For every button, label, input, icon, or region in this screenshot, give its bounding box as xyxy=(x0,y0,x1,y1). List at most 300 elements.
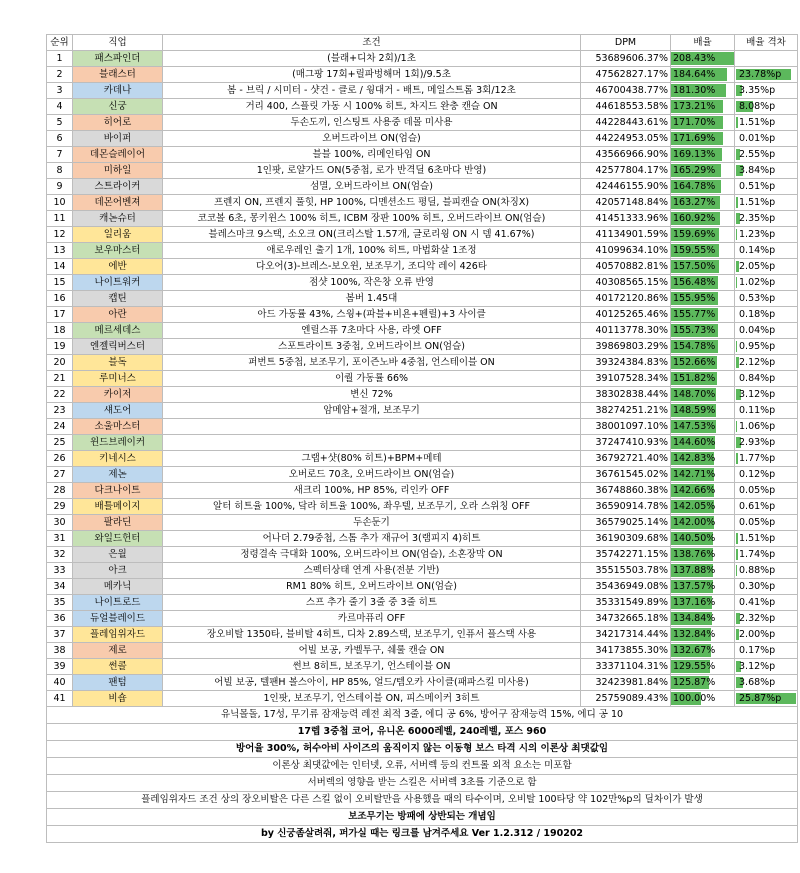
ratio-gap-cell xyxy=(735,531,798,547)
condition-cell: 오버드라이브 ON(엄슬) xyxy=(163,131,581,147)
header-ratio-gap: 배율 격차 xyxy=(735,35,798,51)
condition-cell: 점샷 100%, 작은창 오류 반영 xyxy=(163,275,581,291)
ratio-cell xyxy=(671,163,735,179)
ratio-gap-cell xyxy=(735,547,798,563)
ratio-gap-cell xyxy=(735,675,798,691)
note-text: 방어율 300%, 허수아비 사이즈의 움직이지 않는 이동형 보스 타격 시의 이론상 최댓값임 xyxy=(47,741,798,758)
condition-cell: 코코볼 6초, 몽키윈스 100% 히트, ICBM 장판 100% 히트, 오버드라이브 ON(엄슬) xyxy=(163,211,581,227)
ratio-value: 137.16% xyxy=(673,597,716,608)
ratio-gap-value: 2.55%p xyxy=(739,149,776,160)
condition-cell: 이퀄 가동률 66% xyxy=(163,371,581,387)
ratio-value: 137.57% xyxy=(673,581,716,592)
rank-cell: 26 xyxy=(47,451,73,467)
note-text: by 신궁좀살려줘, 퍼가실 때는 링크를 남겨주세요 Ver 1.2.312 / 190202 xyxy=(47,826,798,843)
rank-cell: 33 xyxy=(47,563,73,579)
note-text: 서버렉의 영향을 받는 스킬은 서버렉 3초를 기준으로 함 xyxy=(47,775,798,792)
rank-cell: 5 xyxy=(47,115,73,131)
ratio-gap-cell xyxy=(735,67,798,83)
job-cell: 바이퍼 xyxy=(73,131,163,147)
note-row xyxy=(47,826,798,843)
table-row xyxy=(47,451,798,467)
header-condition: 조건 xyxy=(163,35,581,51)
ratio-gap-value: 2.12%p xyxy=(739,357,776,368)
ratio-gap-cell xyxy=(735,307,798,323)
ratio-cell xyxy=(671,243,735,259)
table-row xyxy=(47,515,798,531)
job-cell: 블독 xyxy=(73,355,163,371)
ratio-value: 171.70% xyxy=(673,117,716,128)
ratio-cell xyxy=(671,147,735,163)
rank-cell: 24 xyxy=(47,419,73,435)
ratio-gap-value: 0.14%p xyxy=(739,245,776,256)
ratio-gap-cell xyxy=(735,163,798,179)
rank-cell: 1 xyxy=(47,51,73,67)
rank-cell: 20 xyxy=(47,355,73,371)
ratio-cell xyxy=(671,595,735,611)
ratio-cell xyxy=(671,195,735,211)
condition-cell: 스프 추가 줄기 3줄 중 3줄 히트 xyxy=(163,595,581,611)
dpm-cell: 35742271.15% xyxy=(581,547,671,563)
header-dpm: DPM xyxy=(581,35,671,51)
ratio-gap-value: 2.35%p xyxy=(739,213,776,224)
dpm-cell: 40125265.46% xyxy=(581,307,671,323)
ratio-gap-cell xyxy=(735,483,798,499)
note-text: 플레임위자드 조건 상의 장오비탈은 다른 스킬 없이 오비탈만을 사용했을 때의 타수이며, 오비탈 100타당 약 102만%p의 딜차이가 발생 xyxy=(47,792,798,809)
header-ratio: 배율 xyxy=(671,35,735,51)
table-row xyxy=(47,531,798,547)
table-row xyxy=(47,419,798,435)
dpm-cell: 39869803.29% xyxy=(581,339,671,355)
condition-cell: 스펙터상태 연계 사용(전분 기반) xyxy=(163,563,581,579)
condition-cell: 새크리 100%, HP 85%, 리인카 OFF xyxy=(163,483,581,499)
job-cell: 윈드브레이커 xyxy=(73,435,163,451)
note-row xyxy=(47,724,798,741)
job-cell: 히어로 xyxy=(73,115,163,131)
ratio-cell xyxy=(671,275,735,291)
ratio-value: 142.71% xyxy=(673,469,716,480)
condition-cell: 스포트라이트 3중첩, 오버드라이브 ON(엄슬) xyxy=(163,339,581,355)
job-cell: 썬콜 xyxy=(73,659,163,675)
condition-cell: 봄버 1.45대 xyxy=(163,291,581,307)
ratio-value: 156.48% xyxy=(673,277,716,288)
dpm-ranking-sheet xyxy=(46,34,786,843)
table-row xyxy=(47,195,798,211)
rank-cell: 21 xyxy=(47,371,73,387)
job-cell: 소울마스터 xyxy=(73,419,163,435)
rank-cell: 28 xyxy=(47,483,73,499)
job-cell: 배틀메이지 xyxy=(73,499,163,515)
ratio-cell xyxy=(671,307,735,323)
ratio-gap-cell xyxy=(735,643,798,659)
job-cell: 루미너스 xyxy=(73,371,163,387)
job-cell: 섀도어 xyxy=(73,403,163,419)
ratio-value: 148.70% xyxy=(673,389,716,400)
condition-cell: 장오비탈 1350타, 블비탈 4히트, 디차 2.89스택, 보조무기, 인퓨서 플스택 사용 xyxy=(163,627,581,643)
dpm-cell: 33371104.31% xyxy=(581,659,671,675)
dpm-cell: 41451333.96% xyxy=(581,211,671,227)
table-row xyxy=(47,387,798,403)
table-row xyxy=(47,675,798,691)
dpm-cell: 35436949.08% xyxy=(581,579,671,595)
rank-cell: 29 xyxy=(47,499,73,515)
dpm-cell: 41099634.10% xyxy=(581,243,671,259)
ratio-gap-cell xyxy=(735,419,798,435)
job-cell: 메르세데스 xyxy=(73,323,163,339)
ratio-cell xyxy=(671,627,735,643)
ratio-gap-value: 1.51%p xyxy=(739,197,776,208)
ratio-gap-value: 0.05%p xyxy=(739,485,776,496)
dpm-cell: 35331549.89% xyxy=(581,595,671,611)
job-cell: 카이저 xyxy=(73,387,163,403)
rank-cell: 19 xyxy=(47,339,73,355)
ratio-value: 184.64% xyxy=(673,69,716,80)
condition-cell xyxy=(163,419,581,435)
ratio-cell xyxy=(671,643,735,659)
ratio-cell xyxy=(671,99,735,115)
table-row xyxy=(47,259,798,275)
job-cell: 듀얼블레이드 xyxy=(73,611,163,627)
table-row xyxy=(47,691,798,707)
table-row xyxy=(47,499,798,515)
dpm-cell: 38274251.21% xyxy=(581,403,671,419)
dpm-cell: 43566966.90% xyxy=(581,147,671,163)
ratio-gap-cell xyxy=(735,179,798,195)
ratio-gap-cell xyxy=(735,355,798,371)
dpm-cell: 41134901.59% xyxy=(581,227,671,243)
ratio-gap-cell xyxy=(735,515,798,531)
ratio-value: 169.13% xyxy=(673,149,716,160)
condition-cell: 1인팟, 로얄가드 ON(5중첩, 로가 반격딜 6초마다 반영) xyxy=(163,163,581,179)
rank-cell: 36 xyxy=(47,611,73,627)
ratio-value: 129.55% xyxy=(673,661,716,672)
ratio-cell xyxy=(671,259,735,275)
dpm-cell: 36190309.68% xyxy=(581,531,671,547)
ratio-gap-cell xyxy=(735,467,798,483)
job-cell: 와일드헌터 xyxy=(73,531,163,547)
ratio-value: 132.84% xyxy=(673,629,716,640)
ratio-cell xyxy=(671,371,735,387)
table-row xyxy=(47,563,798,579)
ratio-value: 142.05% xyxy=(673,501,716,512)
ratio-value: 165.29% xyxy=(673,165,716,176)
rank-cell: 14 xyxy=(47,259,73,275)
rank-cell: 38 xyxy=(47,643,73,659)
ratio-gap-cell xyxy=(735,259,798,275)
ratio-gap-cell xyxy=(735,403,798,419)
ratio-gap-cell xyxy=(735,147,798,163)
condition-cell: 다오어(3)-브레스-보오윈, 보조무기, 조디악 레이 426타 xyxy=(163,259,581,275)
condition-cell: 변신 72% xyxy=(163,387,581,403)
ratio-cell xyxy=(671,131,735,147)
ratio-value: 142.66% xyxy=(673,485,716,496)
ratio-gap-value: 3.68%p xyxy=(739,677,776,688)
table-row xyxy=(47,355,798,371)
ratio-gap-cell xyxy=(735,595,798,611)
table-row xyxy=(47,179,798,195)
ratio-cell xyxy=(671,451,735,467)
condition-cell: 프렌지 ON, 프렌지 풀힛, HP 100%, 디멘션소드 평딜, 블피캔슬 ON(차징X) xyxy=(163,195,581,211)
condition-cell: 그랩+샷(80% 히트)+BPM+메테 xyxy=(163,451,581,467)
note-row xyxy=(47,741,798,758)
rank-cell: 8 xyxy=(47,163,73,179)
ratio-gap-value: 0.41%p xyxy=(739,597,776,608)
ratio-value: 163.27% xyxy=(673,197,716,208)
ratio-cell xyxy=(671,483,735,499)
condition-cell: 어빌 보공, 텔팬H 볼스아이, HP 85%, 얼드/템오카 사이클(패파스킬 미사용) xyxy=(163,675,581,691)
rank-cell: 7 xyxy=(47,147,73,163)
dpm-cell: 42057148.84% xyxy=(581,195,671,211)
rank-cell: 4 xyxy=(47,99,73,115)
ratio-gap-value: 0.18%p xyxy=(739,309,776,320)
job-cell: 데몬어벤져 xyxy=(73,195,163,211)
rank-cell: 16 xyxy=(47,291,73,307)
job-cell: 미하일 xyxy=(73,163,163,179)
dpm-cell: 47562827.17% xyxy=(581,67,671,83)
dpm-cell: 39107528.34% xyxy=(581,371,671,387)
table-row xyxy=(47,307,798,323)
ratio-value: 208.43% xyxy=(673,53,716,64)
job-cell: 신궁 xyxy=(73,99,163,115)
condition-cell: 어빌 보공, 카벨투구, 쉐룰 캔슬 ON xyxy=(163,643,581,659)
ratio-cell xyxy=(671,531,735,547)
dpm-cell: 34173855.30% xyxy=(581,643,671,659)
table-row xyxy=(47,211,798,227)
condition-cell: 봄 - 브릭 / 시미터 - 샷건 - 클로 / 윙대거 - 배트, 메일스트롬 3회/12초 xyxy=(163,83,581,99)
condition-cell: 썬브 8히트, 보조무기, 언스테이블 ON xyxy=(163,659,581,675)
table-row xyxy=(47,611,798,627)
ratio-gap-cell xyxy=(735,499,798,515)
ratio-cell xyxy=(671,659,735,675)
rank-cell: 27 xyxy=(47,467,73,483)
table-row xyxy=(47,483,798,499)
ratio-gap-value: 3.35%p xyxy=(739,85,776,96)
rank-cell: 22 xyxy=(47,387,73,403)
ratio-gap-value: 2.05%p xyxy=(739,261,776,272)
rank-cell: 6 xyxy=(47,131,73,147)
ratio-cell xyxy=(671,435,735,451)
table-row xyxy=(47,275,798,291)
ratio-gap-value: 1.23%p xyxy=(739,229,776,240)
job-cell: 캐논슈터 xyxy=(73,211,163,227)
ratio-gap-cell xyxy=(735,243,798,259)
dpm-cell: 40113778.30% xyxy=(581,323,671,339)
dpm-cell: 40308565.15% xyxy=(581,275,671,291)
ratio-cell xyxy=(671,611,735,627)
table-row xyxy=(47,579,798,595)
ratio-gap-value: 3.12%p xyxy=(739,661,776,672)
ratio-value: 157.50% xyxy=(673,261,716,272)
job-cell: 플레임위자드 xyxy=(73,627,163,643)
job-cell: 블래스터 xyxy=(73,67,163,83)
job-cell: 키네시스 xyxy=(73,451,163,467)
dpm-cell: 34732665.18% xyxy=(581,611,671,627)
dpm-cell: 44224953.05% xyxy=(581,131,671,147)
job-cell: 제논 xyxy=(73,467,163,483)
dpm-cell: 39324384.83% xyxy=(581,355,671,371)
note-row xyxy=(47,809,798,826)
ratio-gap-cell xyxy=(735,451,798,467)
job-cell: 데몬슬레이어 xyxy=(73,147,163,163)
ratio-cell xyxy=(671,355,735,371)
ratio-gap-value: 1.51%p xyxy=(739,533,776,544)
ratio-gap-cell xyxy=(735,563,798,579)
table-row xyxy=(47,595,798,611)
dpm-cell: 40172120.86% xyxy=(581,291,671,307)
ratio-gap-value: 3.12%p xyxy=(739,389,776,400)
ratio-cell xyxy=(671,499,735,515)
ratio-gap-cell xyxy=(735,227,798,243)
rank-cell: 41 xyxy=(47,691,73,707)
note-text: 17렙 3중첩 코어, 유니온 6000레벨, 240레벨, 포스 960 xyxy=(47,724,798,741)
ratio-cell xyxy=(671,179,735,195)
rank-cell: 39 xyxy=(47,659,73,675)
ratio-value: 155.73% xyxy=(673,325,716,336)
ratio-value: 160.92% xyxy=(673,213,716,224)
dpm-cell: 40570882.81% xyxy=(581,259,671,275)
ratio-value: 151.82% xyxy=(673,373,716,384)
ratio-cell xyxy=(671,387,735,403)
ratio-gap-value: 0.84%p xyxy=(739,373,776,384)
ratio-cell xyxy=(671,547,735,563)
ratio-gap-value: 1.02%p xyxy=(739,277,776,288)
ratio-cell xyxy=(671,51,735,67)
job-cell: 스트라이커 xyxy=(73,179,163,195)
ratio-gap-value: 0.05%p xyxy=(739,517,776,528)
dpm-cell: 32423981.84% xyxy=(581,675,671,691)
job-cell: 제로 xyxy=(73,643,163,659)
table-row xyxy=(47,659,798,675)
table-row xyxy=(47,467,798,483)
job-cell: 다크나이트 xyxy=(73,483,163,499)
ratio-value: 125.87% xyxy=(673,677,716,688)
job-cell: 일리움 xyxy=(73,227,163,243)
dpm-cell: 36748860.38% xyxy=(581,483,671,499)
rank-cell: 10 xyxy=(47,195,73,211)
ratio-gap-value: 0.01%p xyxy=(739,133,776,144)
ratio-cell xyxy=(671,515,735,531)
header-job: 직업 xyxy=(73,35,163,51)
job-cell: 나이트워커 xyxy=(73,275,163,291)
ratio-cell xyxy=(671,579,735,595)
table-row xyxy=(47,51,798,67)
job-cell: 팬텀 xyxy=(73,675,163,691)
condition-cell: RM1 80% 히트, 오버드라이브 ON(엄슬) xyxy=(163,579,581,595)
ratio-gap-value: 0.95%p xyxy=(739,341,776,352)
job-cell: 아란 xyxy=(73,307,163,323)
dpm-cell: 44618553.58% xyxy=(581,99,671,115)
ratio-cell xyxy=(671,419,735,435)
ratio-gap-cell xyxy=(735,611,798,627)
job-cell: 비숍 xyxy=(73,691,163,707)
ratio-cell xyxy=(671,227,735,243)
ratio-gap-value xyxy=(735,53,739,64)
rank-cell: 32 xyxy=(47,547,73,563)
ratio-cell xyxy=(671,291,735,307)
table-row xyxy=(47,99,798,115)
ratio-gap-cell xyxy=(735,131,798,147)
table-row xyxy=(47,291,798,307)
ratio-value: 147.53% xyxy=(673,421,716,432)
ratio-cell xyxy=(671,83,735,99)
table-row xyxy=(47,339,798,355)
ratio-value: 134.84% xyxy=(673,613,716,624)
dpm-cell: 46700438.77% xyxy=(581,83,671,99)
ratio-cell xyxy=(671,115,735,131)
rank-cell: 9 xyxy=(47,179,73,195)
ratio-gap-value: 8.08%p xyxy=(739,101,776,112)
ratio-value: 137.88% xyxy=(673,565,716,576)
dpm-cell: 38001097.10% xyxy=(581,419,671,435)
table-row xyxy=(47,547,798,563)
rank-cell: 12 xyxy=(47,227,73,243)
table-row xyxy=(47,83,798,99)
note-row xyxy=(47,758,798,775)
condition-cell: 퍼번트 5중첩, 보조무기, 포이즌노바 4중첩, 언스테이블 ON xyxy=(163,355,581,371)
rank-cell: 23 xyxy=(47,403,73,419)
dpm-cell: 34217314.44% xyxy=(581,627,671,643)
ratio-gap-cell xyxy=(735,387,798,403)
ratio-gap-value: 0.51%p xyxy=(739,181,776,192)
ratio-value: 154.78% xyxy=(673,341,716,352)
ratio-gap-value: 0.88%p xyxy=(739,565,776,576)
ratio-gap-value: 0.53%p xyxy=(739,293,776,304)
ratio-value: 100.00% xyxy=(673,693,716,704)
ratio-gap-value: 1.51%p xyxy=(739,117,776,128)
condition-cell: 암메암+절개, 보조무기 xyxy=(163,403,581,419)
job-cell: 나이트로드 xyxy=(73,595,163,611)
ratio-gap-cell xyxy=(735,323,798,339)
rank-cell: 40 xyxy=(47,675,73,691)
condition-cell: 블레스마크 9스택, 소오크 ON(크리스탈 1.57개, 글로리윙 ON 시 뎀 41.67%) xyxy=(163,227,581,243)
ratio-gap-cell xyxy=(735,291,798,307)
rank-cell: 2 xyxy=(47,67,73,83)
condition-cell: 두손도끼, 인스팅트 사용중 데몰 미사용 xyxy=(163,115,581,131)
ratio-gap-cell xyxy=(735,339,798,355)
ratio-cell xyxy=(671,691,735,707)
note-row xyxy=(47,775,798,792)
ratio-gap-value: 0.12%p xyxy=(739,469,776,480)
header-row xyxy=(47,35,798,51)
ratio-value: 155.95% xyxy=(673,293,716,304)
ratio-gap-value: 23.78%p xyxy=(739,69,782,80)
condition-cell: 알터 히트율 100%, 닼라 히트율 100%, 좌우텔, 보조무기, 오라 스위칭 OFF xyxy=(163,499,581,515)
condition-cell: 두손둔기 xyxy=(163,515,581,531)
job-cell: 에반 xyxy=(73,259,163,275)
rank-cell: 3 xyxy=(47,83,73,99)
ratio-value: 148.59% xyxy=(673,405,716,416)
table-row xyxy=(47,227,798,243)
ranking-table xyxy=(46,34,798,843)
ratio-cell xyxy=(671,675,735,691)
ratio-value: 138.76% xyxy=(673,549,716,560)
rank-cell: 18 xyxy=(47,323,73,339)
condition-cell: 오버로드 70초, 오버드라이브 ON(엄슬) xyxy=(163,467,581,483)
table-row xyxy=(47,243,798,259)
ratio-value: 140.50% xyxy=(673,533,716,544)
rank-cell: 13 xyxy=(47,243,73,259)
ratio-cell xyxy=(671,323,735,339)
ratio-value: 159.55% xyxy=(673,245,716,256)
dpm-cell: 35515503.78% xyxy=(581,563,671,579)
ratio-gap-cell xyxy=(735,579,798,595)
ranking-body xyxy=(47,51,798,707)
ratio-cell xyxy=(671,467,735,483)
ratio-gap-cell xyxy=(735,115,798,131)
table-row xyxy=(47,323,798,339)
ratio-gap-value: 1.06%p xyxy=(739,421,776,432)
job-cell: 은월 xyxy=(73,547,163,563)
dpm-cell: 36590914.78% xyxy=(581,499,671,515)
